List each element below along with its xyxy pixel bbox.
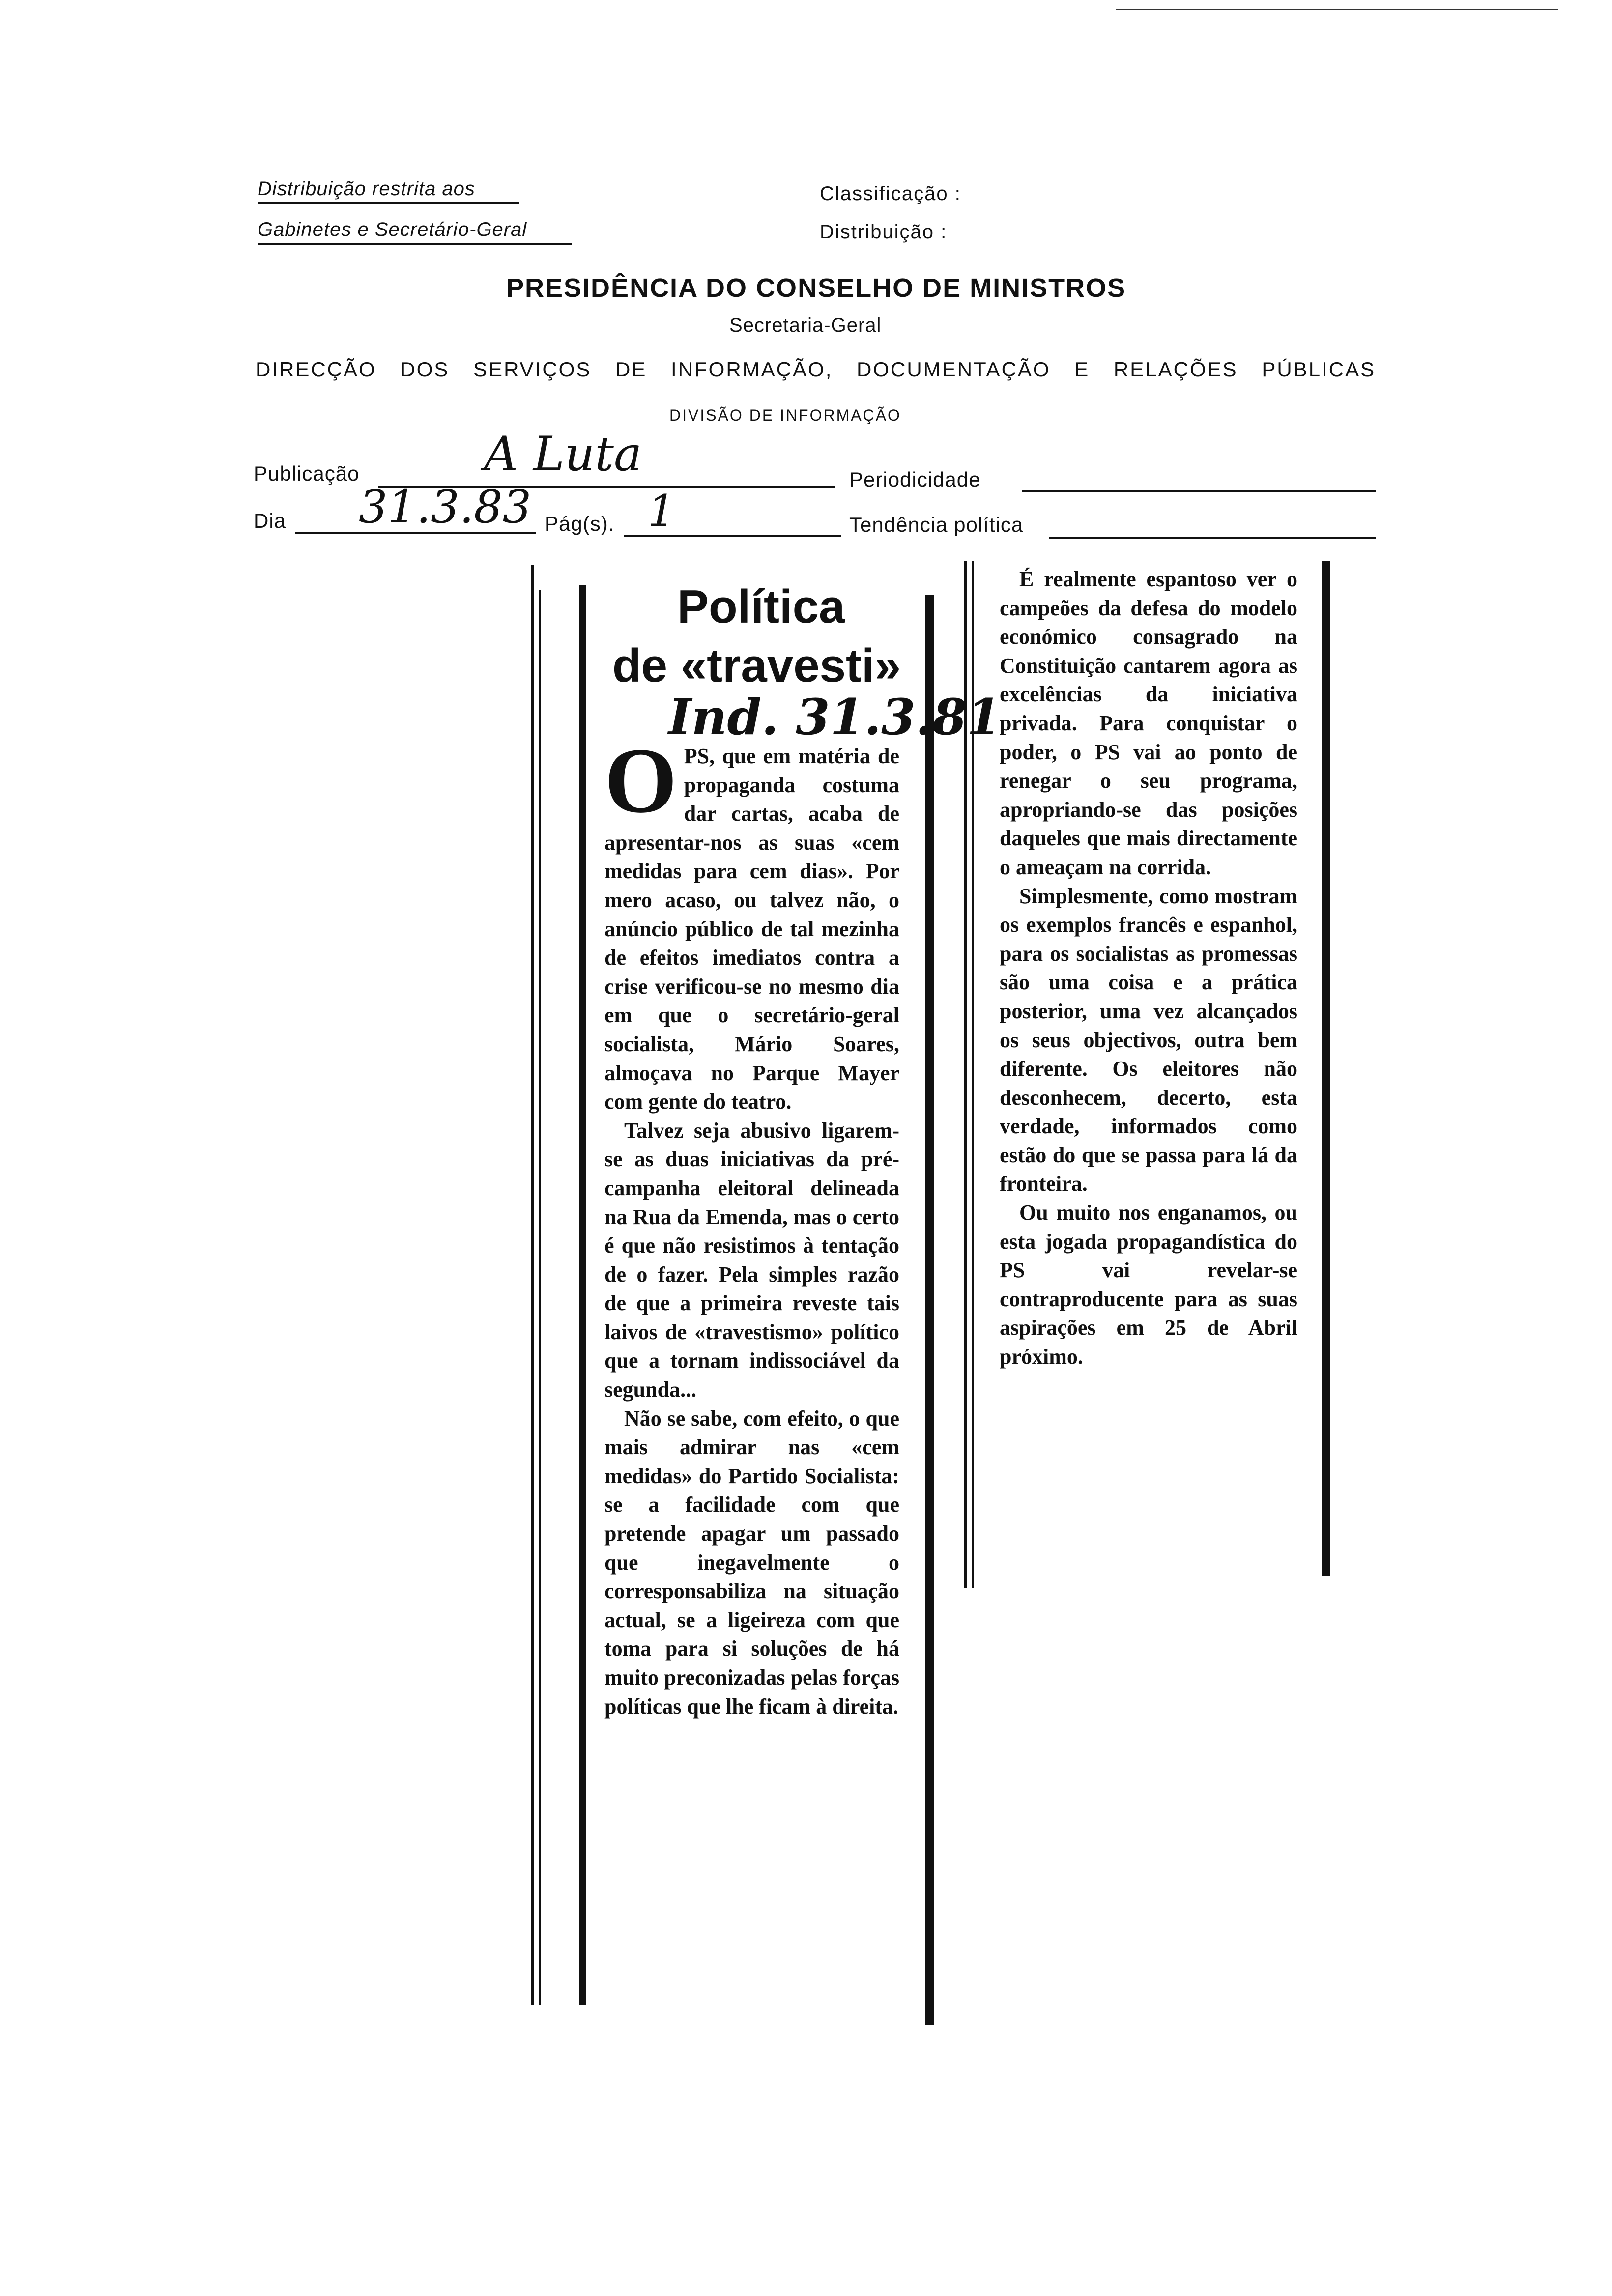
article-column-1 [604, 729, 899, 1721]
article-paragraph-4: É realmente espantoso ver o campeões da defesa do modelo económico consagrado na Constituição cantarem agora as excelências da iniciativa privada. Para conquistar o poder, o PS vai ao ponto de renegar o seu programa, apropriando-se das posições daqueles que mais directamente o ameaçam na corrida. [1000, 567, 1297, 879]
restricted-distribution-line2: Gabinetes e Secretário-Geral [258, 219, 572, 245]
secretaria-geral: Secretaria-Geral [729, 315, 882, 336]
article-paragraph-6: Ou muito nos enganamos, ou esta jogada propagandística do PS vai revelar-se contraproducente para as suas aspirações em 25 de Abril próximo. [1000, 1201, 1297, 1369]
distribuicao-label: Distribuição : [820, 221, 948, 243]
handwritten-annotation: Ind. 31.3.81 [668, 688, 1001, 746]
scan-edge-line [1116, 9, 1558, 10]
paragraph-1-text: PS, que em matéria de propaganda costuma dar cartas, acaba de apresentar-nos as suas «cem medidas para cem dias». Por mero acaso, ou talvez não, o anúncio público de tal mezinha de efeitos imediatos contra a crise verificou-se no mesmo dia em que o secretário-geral socialista, Mário Soares, almoçava no Parque Mayer com gente do teatro. [604, 744, 899, 1114]
clipping-border-left-col1-inner [539, 590, 541, 2005]
article-column-2 [1000, 565, 1297, 1372]
publicacao-handwritten-value: A Luta [484, 427, 642, 482]
article-headline-line2: de «travesti» [612, 639, 901, 692]
clipping-border-right-col2 [1322, 561, 1330, 1576]
clipping-border-left-col1-thick [579, 585, 586, 2005]
classificacao-label: Classificação : [820, 183, 961, 204]
periodicidade-line [1022, 490, 1376, 492]
dia-handwritten-value: 31.3.83 [359, 481, 532, 533]
pags-handwritten-value: 1 [648, 486, 675, 536]
article-paragraph-2: Talvez seja abusivo ligarem-se as duas iniciativas da pré-campanha eleitoral delineada na Rua da Emenda, mas o certo é que não resistimos à tentação de o fazer. Pela simples razão de que a primeira reveste tais laivos de «travestismo» político que a tornam indissociável da segunda... [604, 1118, 899, 1402]
clipping-border-left-col1 [531, 565, 534, 2005]
article-headline-line1: Política [677, 580, 845, 633]
divisao-label: DIVISÃO DE INFORMAÇÃO [669, 406, 901, 424]
dia-label: Dia [254, 509, 287, 532]
tendencia-label: Tendência política [849, 513, 1024, 536]
article-paragraph-5: Simplesmente, como mostram os exemplos francês e espanhol, para os socialistas as promessas são uma coisa e a prática posterior, uma vez alcançados os seus objectivos, outra bem diferente. Os eleitores não desconhecem, decerto, esta verdade, informados como estão do que se passa para lá da fronteira. [1000, 884, 1297, 1196]
drop-cap: O [604, 729, 677, 832]
article-paragraph-3: Não se sabe, com efeito, o que mais admirar nas «cem medidas» do Partido Socialista: se a facilidade com que pretende apagar um passado que inegavelmente o corresponsabiliza na situação actual, se a ligeireza com que toma para si soluções de há muito preconizadas pelas forças políticas que lhe ficam à direita. [604, 1406, 899, 1719]
article-paragraph-1 [604, 729, 899, 1117]
periodicidade-label: Periodicidade [849, 468, 981, 491]
institution-title: PRESIDÊNCIA DO CONSELHO DE MINISTROS [506, 273, 1126, 303]
clipping-border-right-col1 [925, 595, 934, 2025]
restricted-distribution-line1: Distribuição restrita aos [258, 178, 519, 204]
tendencia-line [1049, 537, 1376, 539]
direccao-line: DIRECÇÃO DOS SERVIÇOS DE INFORMAÇÃO, DOCUMENTAÇÃO E RELAÇÕES PÚBLICAS [256, 358, 1376, 381]
pags-label: Pág(s). [545, 512, 615, 535]
publicacao-label: Publicação [254, 462, 360, 485]
